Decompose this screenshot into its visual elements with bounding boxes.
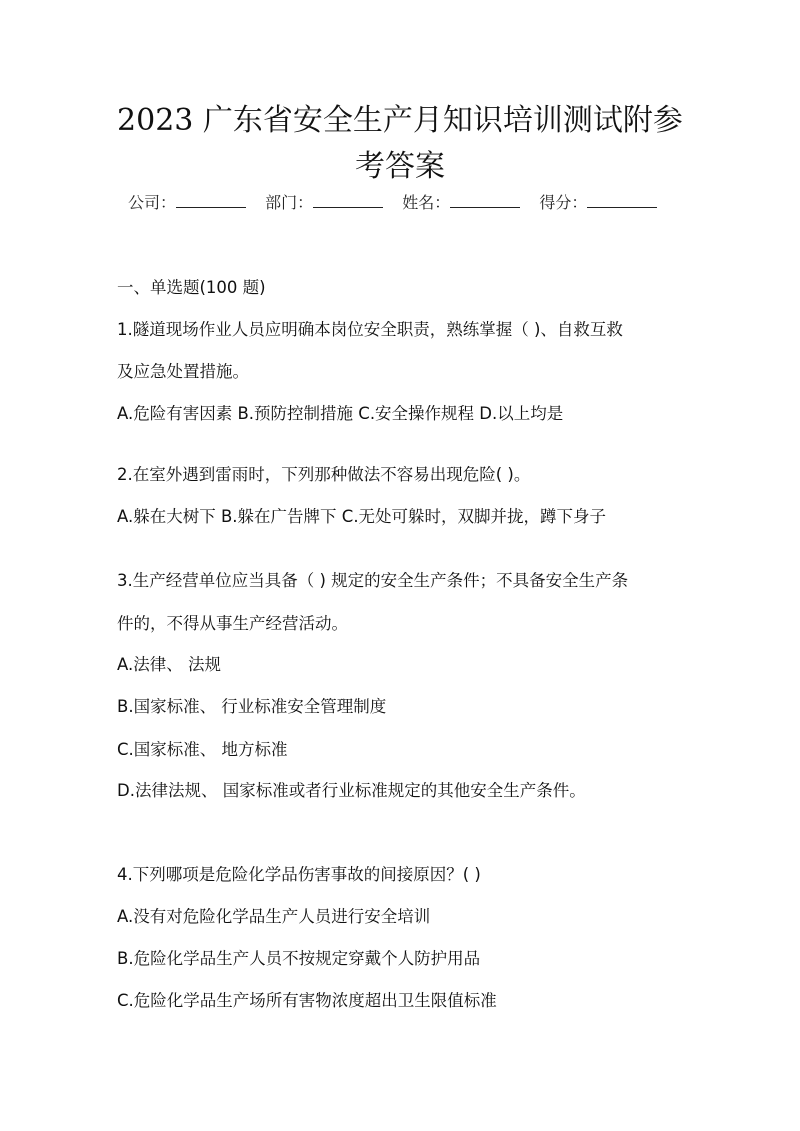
question-4-stem: 4.下列哪项是危险化学品伤害事故的间接原因？( ) [117, 865, 481, 884]
score-blank [587, 193, 657, 208]
question-2-options: A.躲在大树下 B.躲在广告牌下 C.无处可躲时，双脚并拢，蹲下身子 [117, 507, 607, 526]
question-2-stem: 2.在室外遇到雷雨时，下列那种做法不容易出现危险( )。 [117, 465, 531, 484]
question-3-option-c: C.国家标准、 地方标准 [117, 740, 288, 759]
company-field [128, 190, 246, 213]
question-3-stem-line-2: 件的，不得从事生产经营活动。 [117, 614, 348, 633]
document-title [110, 98, 690, 190]
company-blank [176, 193, 246, 208]
question-4-option-b: B.危险化学品生产人员不按规定穿戴个人防护用品 [117, 949, 481, 968]
question-1-stem-line-2: 及应急处置措施。 [117, 362, 249, 381]
department-blank [313, 193, 383, 208]
question-4-option-a: A.没有对危险化学品生产人员进行安全培训 [117, 907, 431, 926]
section-heading: 一、单选题(100 题) [117, 278, 266, 297]
question-3-stem-line-1: 3.生产经营单位应当具备（ ) 规定的安全生产条件；不具备安全生产条 [117, 571, 629, 590]
company-label: 公司： [128, 193, 177, 212]
score-field [539, 190, 657, 213]
name-blank [450, 193, 520, 208]
title-line-2: 考答案 [355, 149, 445, 184]
question-1-options: A.危险有害因素 B.预防控制措施 C.安全操作规程 D.以上均是 [117, 404, 564, 423]
question-1-stem-line-1: 1.隧道现场作业人员应明确本岗位安全职责，熟练掌握（ )、自救互救 [117, 320, 623, 339]
question-3-option-b: B.国家标准、 行业标准安全管理制度 [117, 697, 387, 716]
question-3-option-a: A.法律、 法规 [117, 655, 221, 674]
score-label: 得分： [539, 193, 588, 212]
department-field [265, 190, 383, 213]
question-4-option-c: C.危险化学品生产场所有害物浓度超出卫生限值标准 [117, 991, 497, 1010]
info-fields [128, 190, 688, 213]
title-line-1: 2023 广东省安全生产月知识培训测试附参 [117, 103, 683, 138]
name-field [402, 190, 520, 213]
name-label: 姓名： [402, 193, 451, 212]
department-label: 部门： [265, 193, 314, 212]
question-3-option-d: D.法律法规、 国家标准或者行业标准规定的其他安全生产条件。 [117, 781, 586, 800]
